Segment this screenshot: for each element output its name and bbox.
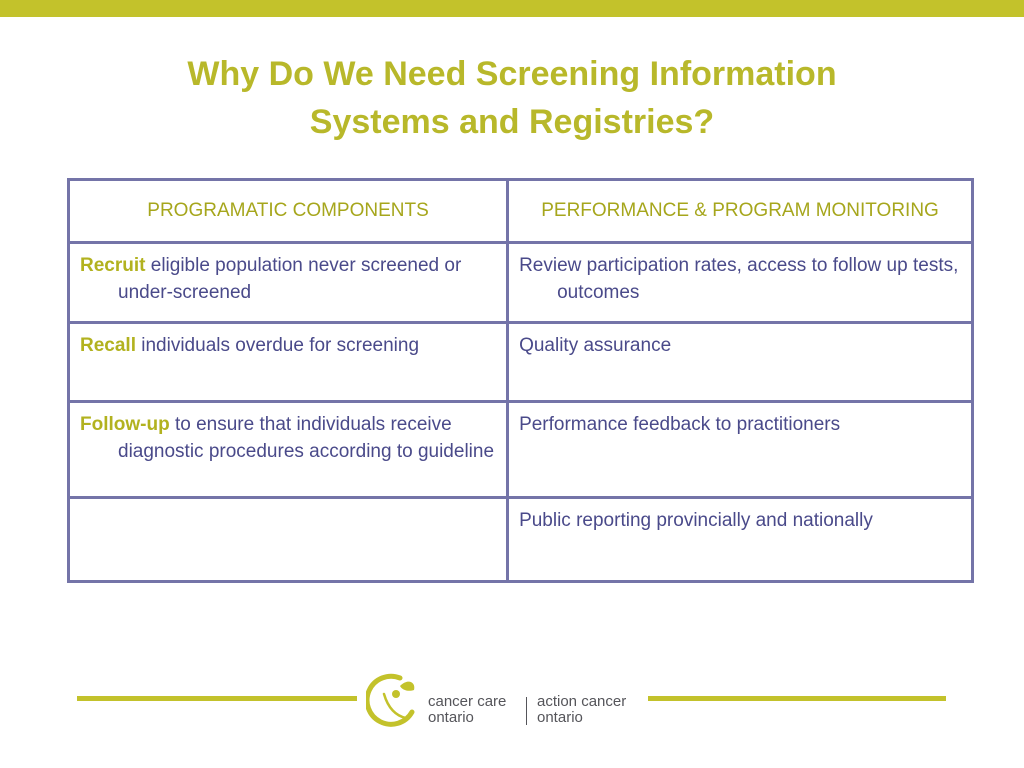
- row-cell-monitoring: [508, 402, 973, 498]
- table-row: [69, 498, 973, 582]
- component-description: eligible population never screened or under-screened: [118, 255, 462, 303]
- component-text: [80, 252, 496, 306]
- row-cell-component: [69, 323, 508, 402]
- component-keyword: Follow-up: [80, 414, 170, 435]
- components-table: [67, 178, 974, 583]
- component-text: [80, 411, 496, 465]
- logo-text-action-cancer-ontario: [537, 694, 626, 726]
- slide-title: [0, 50, 1024, 146]
- logo-separator: [526, 697, 527, 725]
- logo-text-line: action cancer: [537, 693, 627, 710]
- top-accent-bar: [0, 0, 1024, 17]
- table-header-row: [69, 180, 973, 243]
- logo-text-cancer-care-ontario: [428, 694, 506, 726]
- monitoring-text: Performance feedback to practitioners: [519, 414, 841, 435]
- monitoring-text: Public reporting provincially and nationally: [519, 510, 873, 531]
- row-cell-component: [69, 402, 508, 498]
- cancer-care-ontario-logo-icon: [366, 672, 418, 730]
- component-description: to ensure that individuals receive diagnostic procedures according to guideline: [118, 414, 495, 462]
- table-row: [69, 323, 973, 402]
- table-row: [69, 243, 973, 323]
- row-cell-component-empty: [69, 498, 508, 582]
- row-cell-monitoring: [508, 323, 973, 402]
- slide-title-line-2: Systems and Registries?: [309, 103, 715, 141]
- component-description: individuals overdue for screening: [135, 335, 420, 356]
- table-row: [69, 402, 973, 498]
- logo-text-line: ontario: [537, 709, 583, 726]
- row-cell-monitoring: [508, 243, 973, 323]
- row-cell-component: [69, 243, 508, 323]
- slide-title-line-1: Why Do We Need Screening Information: [187, 55, 837, 93]
- component-keyword: Recall: [80, 335, 136, 356]
- logo-text-line: cancer care: [428, 693, 507, 710]
- monitoring-text: Quality assurance: [519, 335, 672, 356]
- footer-line-left: [77, 696, 357, 701]
- row-cell-monitoring: [508, 498, 973, 582]
- monitoring-text: Review participation rates, access to follow up tests, outcomes: [519, 255, 959, 303]
- logo-text-line: ontario: [428, 709, 474, 726]
- header-programmatic-components: PROGRAMATIC COMPONENTS: [69, 180, 508, 243]
- footer-line-right: [648, 696, 946, 701]
- header-performance-monitoring: PERFORMANCE & PROGRAM MONITORING: [508, 180, 973, 243]
- component-text: [80, 332, 496, 359]
- component-keyword: Recruit: [80, 255, 146, 276]
